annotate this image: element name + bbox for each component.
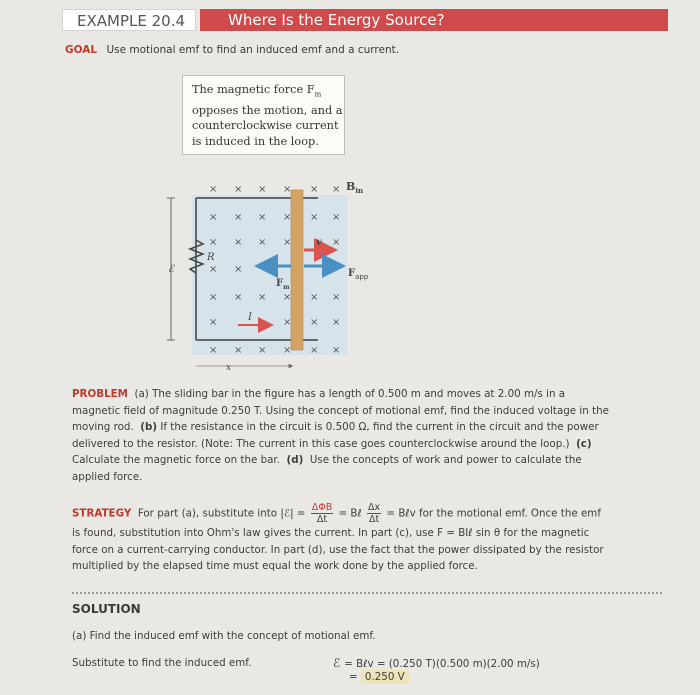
strategy-label: STRATEGY [72,507,132,520]
calculation-line-2: = 0.250 V [349,671,409,683]
svg-text:×: × [310,317,319,328]
problem-line-5: Calculate the magnetic force on the bar. (d) Use the concepts of work and power to calculate the [72,454,582,466]
svg-text:×: × [310,184,319,195]
sliding-rod [291,190,303,350]
svg-text:×: × [234,345,243,356]
solution-step-a: (a) Find the induced emf with the concept of motional emf. [72,630,376,642]
goal-label: GOAL [65,44,98,56]
fm-label: $F_m$ [276,278,290,291]
strategy-line-4: multiplied by the elapsed time must equal the work done by the applied force. [72,560,478,572]
svg-text:×: × [283,345,292,356]
svg-text:×: × [234,264,243,275]
example-title: Where Is the Energy Source? [200,9,668,31]
svg-text:×: × [332,317,341,328]
svg-text:×: × [258,212,267,223]
calculation-line-1: ℰ = Bℓv = (0.250 T)(0.500 m)(2.00 m/s) [333,656,540,670]
example-label: EXAMPLE 20.4 [62,9,196,31]
problem-line-6: applied force. [72,470,143,483]
svg-text:×: × [258,184,267,195]
svg-text:×: × [258,237,267,248]
flux-fraction: ΔΦB Δt [311,502,333,525]
strategy-line-2: is found, substitution into Ohm's law gives the current. In part (c), use F = BIℓ sin θ for the magnetic [72,527,590,539]
svg-text:×: × [209,184,218,195]
problem-line-3: moving rod. (b) If the resistance in the circuit is 0.500 Ω, find the current in the circuit and the power [72,421,599,433]
svg-text:×: × [283,292,292,303]
strategy-line-3: force on a current-carrying conductor. In part (d), use the fact that the power dissipated by the resistor [72,543,604,556]
problem-label: PROBLEM [72,388,128,400]
current-label: I [248,312,252,323]
svg-text:×: × [310,212,319,223]
svg-text:×: × [234,237,243,248]
svg-text:×: × [209,237,218,248]
svg-text:×: × [283,212,292,223]
x-label: x [226,363,232,373]
svg-text:×: × [332,212,341,223]
b-field-label: $B_{in}$ [346,180,364,195]
svg-text:×: × [234,212,243,223]
svg-text:×: × [310,345,319,356]
svg-text:×: × [258,345,267,356]
svg-text:×: × [332,292,341,303]
solution-substitute: Substitute to find the induced emf. [72,657,252,669]
svg-text:×: × [209,292,218,303]
strategy-line-1: STRATEGY For part (a), substitute into |ℰ| = ΔΦB Δt = Bℓ $\frac{\Delta x}{\Delta t}$ = Bℓv for the motional emf. Once the emf [72,502,601,525]
emf-label: ℰ [168,264,175,275]
svg-text:×: × [310,292,319,303]
fapp-label: $F_{app}$ [348,268,369,281]
svg-text:×: × [234,292,243,303]
answer-highlight: 0.250 V [361,670,409,684]
callout-line-1: The magnetic force $F_m$ [192,83,322,99]
problem-line-1: (a) The sliding bar in the figure has a length of 0.500 m and moves at 2.00 m/s in a [134,388,566,400]
problem-line-2: magnetic field of magnitude 0.250 T. Using the concept of motional emf, find the induced voltage in the [72,404,609,417]
strategy-block [72,502,604,575]
problem-block [72,386,609,485]
svg-text:×: × [209,212,218,223]
goal-text: Use motional emf to find an induced emf and a current. [106,44,400,56]
svg-text:×: × [332,237,341,248]
figure-callout [182,75,345,155]
v-label: v [316,237,322,248]
svg-text:×: × [234,184,243,195]
svg-text:×: × [209,317,218,328]
svg-text:×: × [283,317,292,328]
svg-text:×: × [283,184,292,195]
section-divider [72,592,662,594]
callout-line-3: counterclockwise current [192,119,339,133]
example-header [62,9,668,31]
problem-line-4: delivered to the resistor. (Note: The current in this case goes counterclockwise around the loop.) (c) [72,437,592,450]
goal-line [65,44,399,56]
svg-text:×: × [332,345,341,356]
callout-line-2: opposes the motion, and a [192,103,343,117]
sliding-bar-figure [160,160,390,375]
dx-fraction: $\frac{\Delta x}{\Delta t}$ [368,502,381,525]
svg-text:×: × [332,184,341,195]
svg-text:×: × [283,237,292,248]
svg-text:×: × [258,292,267,303]
svg-text:×: × [209,345,218,356]
callout-line-4: is induced in the loop. [192,134,319,148]
solution-title: SOLUTION [72,602,141,616]
svg-text:×: × [209,264,218,275]
resistor-label: R [207,252,215,263]
